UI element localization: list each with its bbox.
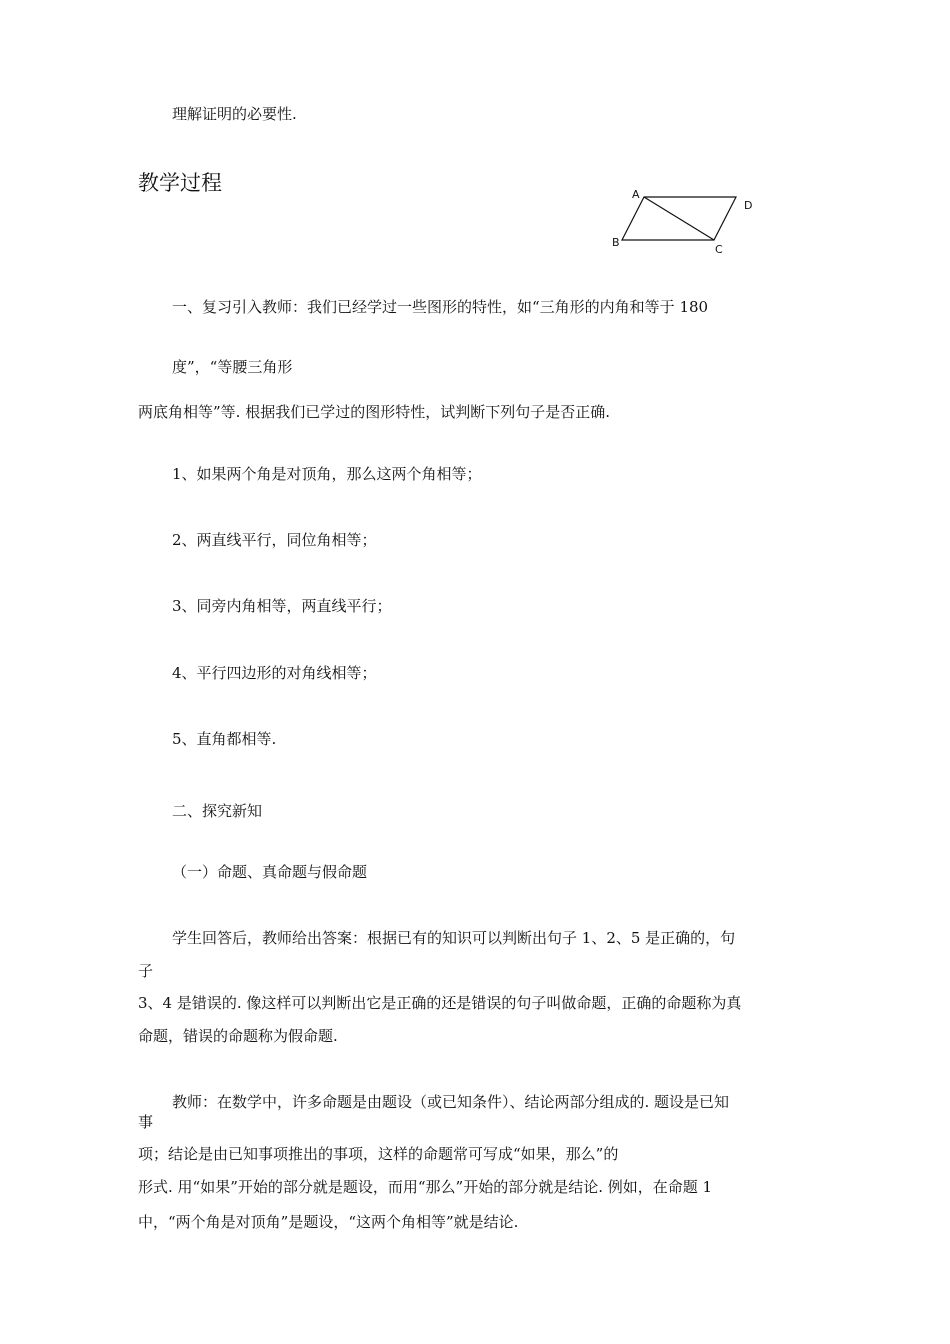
- statement-5: 5、直角都相等.: [172, 730, 277, 748]
- answer-line-2: 子: [138, 962, 154, 980]
- label-a: A: [632, 188, 640, 201]
- explore-heading: 二、探究新知: [172, 802, 263, 820]
- review-line-1: 一、复习引入教师：我们已经学过一些图形的特性，如“三角形的内角和等于 180: [172, 298, 709, 316]
- statement-1: 1、如果两个角是对顶角，那么这两个角相等；: [172, 465, 482, 483]
- intro-line: 理解证明的必要性.: [172, 105, 297, 123]
- teacher-line-4: 形式. 用“如果”开始的部分就是题设，而用“那么”开始的部分就是结论. 例如，在命题 1: [138, 1178, 713, 1196]
- parallelogram-figure: [606, 182, 766, 262]
- answer-line-3: 3、4 是错误的. 像这样可以判断出它是正确的还是错误的句子叫做命题，正确的命题称为真: [138, 994, 742, 1012]
- explore-subheading: （一）命题、真命题与假命题: [172, 863, 368, 881]
- diagonal-ac: [644, 197, 714, 240]
- answer-line-4: 命题，错误的命题称为假命题.: [138, 1027, 338, 1045]
- review-line-3: 两底角相等”等. 根据我们已学过的图形特性，试判断下列句子是否正确.: [138, 403, 610, 421]
- label-b: B: [612, 236, 620, 249]
- label-c: C: [715, 243, 723, 256]
- answer-line-1: 学生回答后，教师给出答案：根据已有的知识可以判断出句子 1、2、5 是正确的，句: [172, 929, 736, 947]
- statement-4: 4、平行四边形的对角线相等；: [172, 664, 377, 682]
- section-heading: 教学过程: [138, 171, 222, 195]
- teacher-line-5: 中，“两个角是对顶角”是题设，“这两个角相等”就是结论.: [138, 1213, 519, 1231]
- statement-3: 3、同旁内角相等，两直线平行；: [172, 597, 392, 615]
- label-d: D: [744, 199, 753, 212]
- review-line-2: 度”，“等腰三角形: [172, 358, 293, 376]
- statement-2: 2、两直线平行，同位角相等；: [172, 531, 377, 549]
- teacher-line-1: 教师：在数学中，许多命题是由题设（或已知条件）、结论两部分组成的. 题设是已知: [172, 1093, 730, 1111]
- teacher-line-3: 项；结论是由已知事项推出的事项，这样的命题常可写成“如果，那么”的: [138, 1145, 619, 1163]
- teacher-line-2: 事: [138, 1113, 154, 1131]
